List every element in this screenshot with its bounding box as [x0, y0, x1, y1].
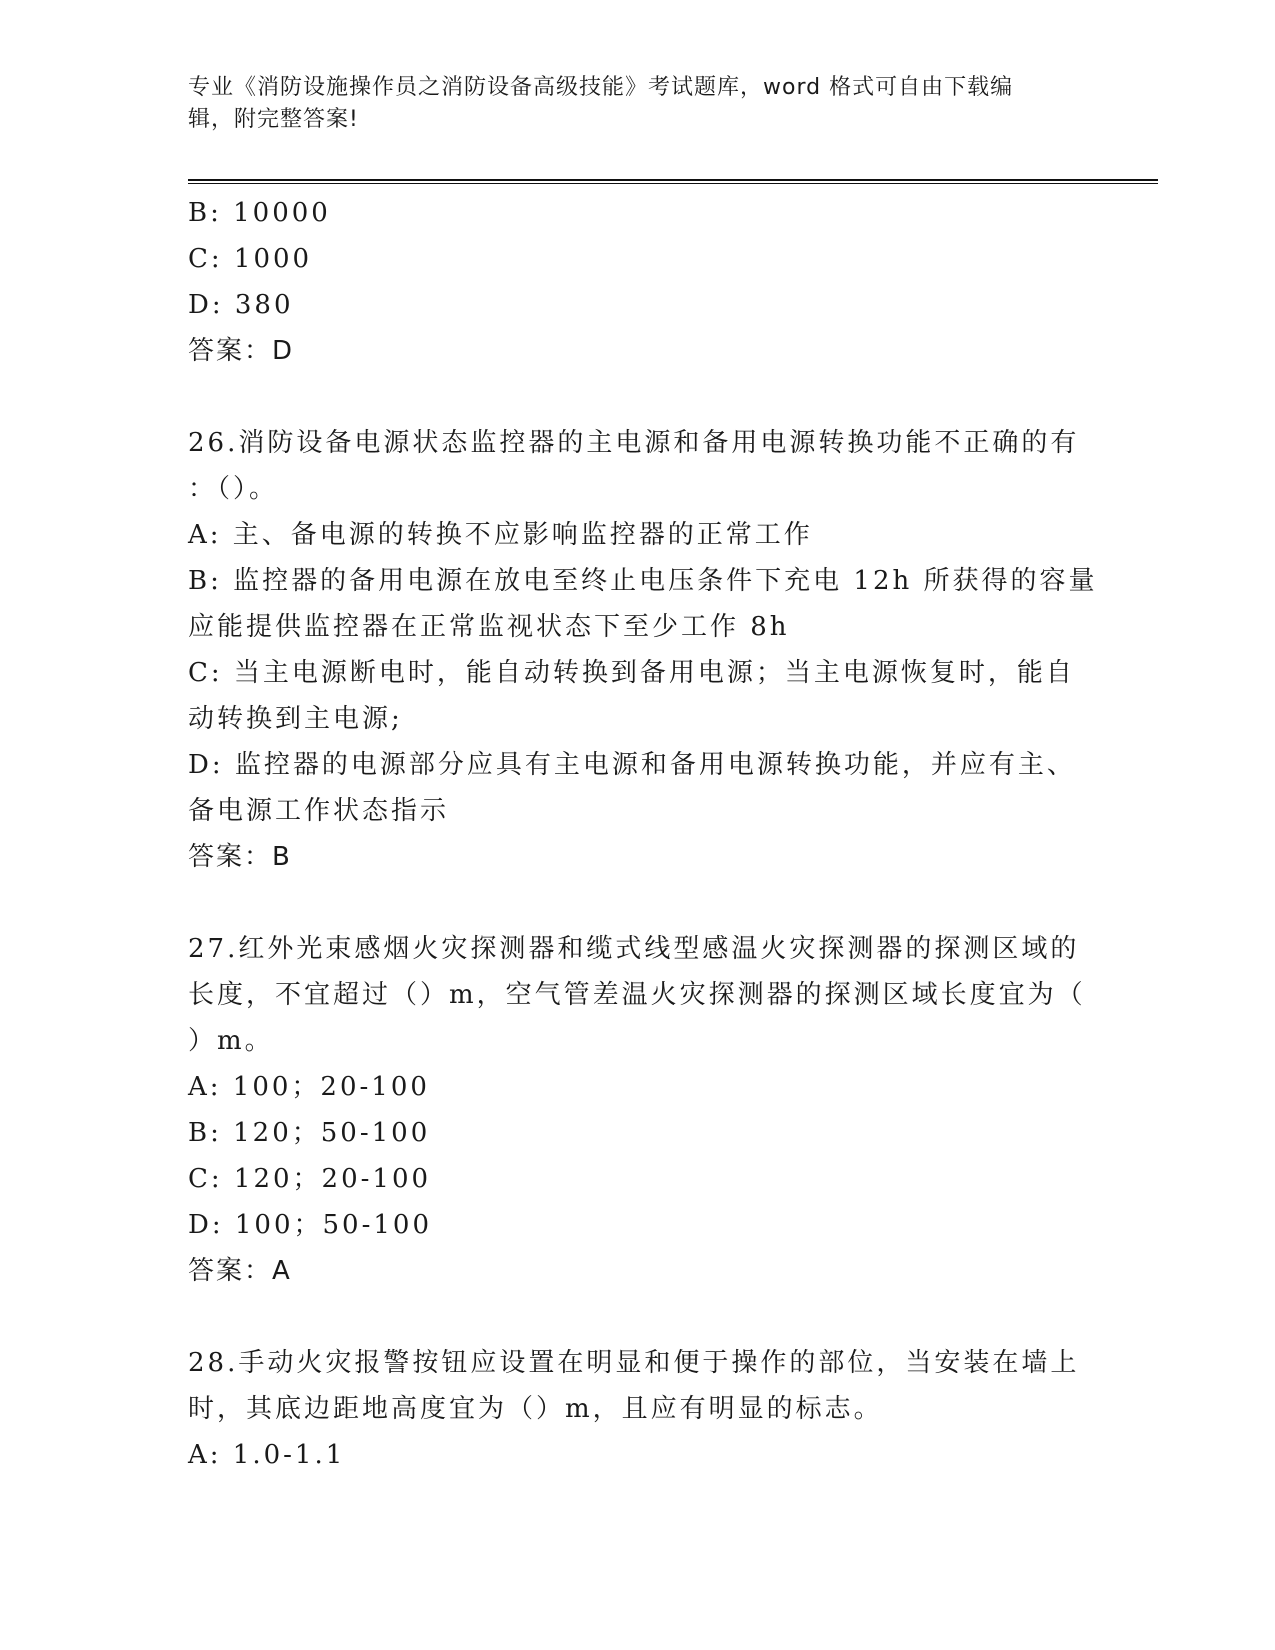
option-a: A: 100；20-100: [188, 1072, 430, 1102]
question-stem-line: 时，其底边距地高度宜为（）m，且应有明显的标志。: [188, 1394, 883, 1424]
option-d: D: 100；50-100: [188, 1210, 432, 1240]
option-d: D: 380: [188, 290, 294, 320]
answer: 答案：B: [188, 842, 292, 872]
option-c-line: 动转换到主电源;: [188, 704, 403, 734]
question-stem-line: 28.手动火灾报警按钮应设置在明显和便于操作的部位，当安装在墙上: [188, 1348, 1080, 1378]
header-line-2: 辑，附完整答案!: [188, 107, 359, 132]
question-26: [188, 420, 1098, 880]
spacer: [188, 374, 1078, 420]
option-b-line: 应能提供监控器在正常监视状态下至少工作 8h: [188, 612, 790, 642]
question-stem-line: ：（）。: [188, 474, 279, 504]
question-stem-line: 27.红外光束感烟火灾探测器和缆式线型感温火灾探测器的探测区域的: [188, 934, 1080, 964]
question-stem-line: 26.消防设备电源状态监控器的主电源和备用电源转换功能不正确的有: [188, 428, 1080, 458]
option-c: C: 1000: [188, 244, 313, 274]
option-c: C: 120；20-100: [188, 1164, 432, 1194]
answer: 答案：D: [188, 336, 295, 366]
option-b: B: 10000: [188, 198, 331, 228]
header-divider-thick: [188, 179, 1158, 181]
question-stem-line: 长度，不宜超过（）m，空气管差温火灾探测器的探测区域长度宜为（: [188, 980, 1086, 1010]
option-b: B: 120；50-100: [188, 1118, 431, 1148]
option-b-line: B: 监控器的备用电源在放电至终止电压条件下充电 12h 所获得的容量: [188, 566, 1098, 596]
document-header: [188, 72, 1068, 136]
header-divider-thin: [188, 183, 1158, 184]
answer: 答案：A: [188, 1256, 292, 1286]
option-d-line: D: 监控器的电源部分应具有主电源和备用电源转换功能，并应有主、: [188, 750, 1076, 780]
option-d-line: 备电源工作状态指示: [188, 796, 450, 826]
option-c-line: C: 当主电源断电时，能自动转换到备用电源；当主电源恢复时，能自: [188, 658, 1075, 688]
question-content: [188, 190, 1098, 1478]
header-line-1: 专业《消防设施操作员之消防设备高级技能》考试题库，word 格式可自由下载编: [188, 75, 1014, 100]
spacer: [188, 1294, 1078, 1340]
question-25: [188, 190, 1078, 374]
question-stem-line: ）m。: [188, 1026, 274, 1056]
question-28: [188, 1340, 1078, 1478]
option-a: A: 主、备电源的转换不应影响监控器的正常工作: [188, 520, 813, 550]
option-a: A: 1.0-1.1: [188, 1440, 346, 1470]
question-27: [188, 926, 1086, 1294]
spacer: [188, 880, 1078, 926]
